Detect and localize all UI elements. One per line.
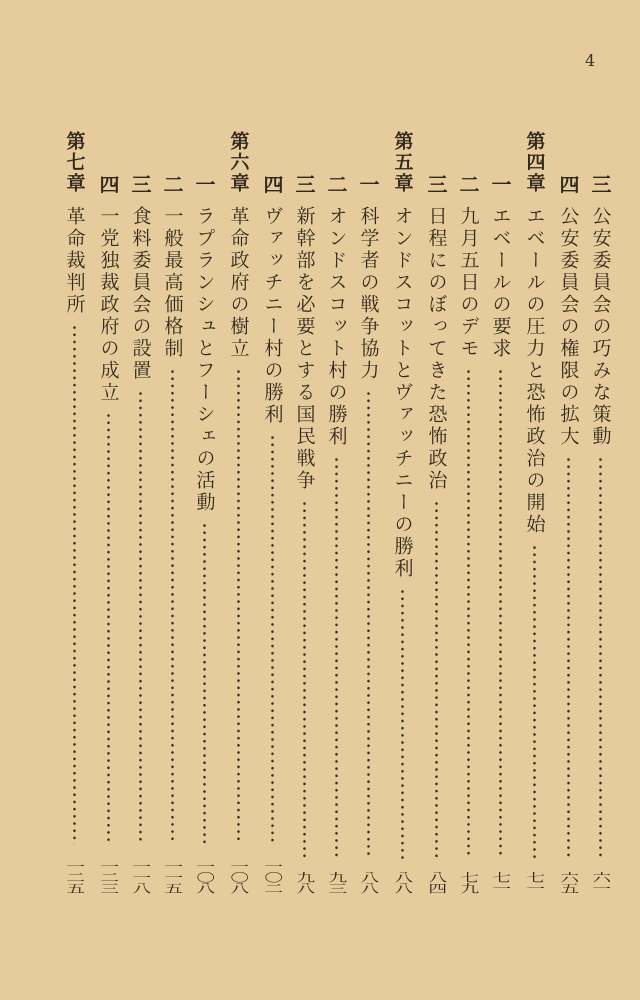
toc-entry-label: 第七章 — [63, 131, 86, 194]
toc-entry-page-number: 七九 — [457, 871, 480, 894]
toc-entry-title: 日程にのぼってきた恐怖政治 — [425, 206, 448, 492]
toc-entry-label-area — [98, 128, 118, 194]
toc-entry-title: エベールの圧力と恐怖政治の開始 — [523, 206, 546, 536]
toc-entry-page-number: 六五 — [557, 871, 580, 894]
toc-entry — [129, 128, 151, 894]
toc-entry-label: 一 — [192, 174, 216, 194]
dotted-leader — [599, 456, 602, 859]
toc-entry-label: 第五章 — [391, 131, 414, 194]
toc-entry-page-number: 六一 — [589, 871, 612, 894]
toc-entry-label-area — [130, 128, 150, 194]
dotted-leader — [171, 368, 174, 844]
dotted-leader — [271, 434, 274, 844]
toc-entry-label-area — [194, 128, 214, 194]
toc-entry-label-area — [426, 128, 446, 194]
toc-entry-title: ラプランシュとフーシェの活動 — [193, 206, 216, 514]
toc-entry-page-number: 一〇八 — [227, 860, 250, 894]
toc-entry — [193, 128, 215, 894]
toc-entry-title: 一党独裁政府の成立 — [97, 206, 120, 404]
toc-entry-page-number: 七一 — [489, 871, 512, 894]
toc-entry-title: エベールの要求 — [489, 206, 512, 360]
toc-entry-page-number: 九八 — [293, 871, 316, 894]
toc-entry-label-area — [358, 128, 378, 194]
toc-entry — [227, 128, 249, 894]
toc-entry-label: 三 — [292, 174, 316, 194]
toc-entry-label: 二 — [160, 174, 184, 194]
toc-entry-page-number: 八四 — [425, 871, 448, 894]
toc-entry-label-area — [458, 128, 478, 194]
toc-entry-label: 二 — [456, 174, 480, 194]
dotted-leader — [367, 390, 370, 859]
table-of-contents — [56, 128, 616, 894]
dotted-leader — [467, 368, 470, 859]
toc-entry — [523, 128, 545, 894]
toc-entry-label: 四 — [556, 174, 580, 194]
toc-entry-title: 一般最高価格制 — [161, 206, 184, 360]
toc-entry-label-area — [525, 128, 544, 194]
dotted-leader — [401, 588, 404, 859]
toc-entry-title: オンドスコット村の勝利 — [325, 206, 348, 448]
toc-entry-label: 一 — [356, 174, 380, 194]
toc-entry-label: 一 — [488, 174, 512, 194]
toc-entry-label-area — [590, 128, 610, 194]
toc-entry-label: 三 — [424, 174, 448, 194]
dotted-leader — [139, 390, 142, 844]
toc-entry-label-area — [65, 128, 84, 194]
toc-entry-title: 食料委員会の設置 — [129, 206, 152, 382]
toc-entry-title: 革命政府の樹立 — [227, 206, 250, 360]
toc-entry-label: 第四章 — [523, 131, 546, 194]
toc-entry-page-number: 一〇二 — [261, 860, 284, 894]
dotted-leader — [237, 368, 240, 844]
dotted-leader — [335, 456, 338, 859]
toc-entry-page-number: 八八 — [357, 871, 380, 894]
toc-entry-title: 公安委員会の権限の拡大 — [557, 206, 580, 448]
toc-entry-page-number: 七一 — [523, 871, 546, 894]
toc-entry-label: 二 — [324, 174, 348, 194]
toc-entry-label: 三 — [128, 174, 152, 194]
toc-entry — [325, 128, 347, 894]
toc-entry — [557, 128, 579, 894]
toc-entry-label-area — [326, 128, 346, 194]
toc-entry-title: 公安委員会の巧みな策動 — [589, 206, 612, 448]
toc-entry — [425, 128, 447, 894]
toc-entry-label-area — [558, 128, 578, 194]
toc-entry-page-number: 九三 — [325, 871, 348, 894]
toc-entry — [97, 128, 119, 894]
toc-entry — [589, 128, 611, 894]
toc-entry-label: 三 — [588, 174, 612, 194]
toc-entry-label-area — [294, 128, 314, 194]
toc-entry — [293, 128, 315, 894]
dotted-leader — [107, 412, 110, 844]
toc-entry — [391, 128, 413, 894]
toc-entry-page-number: 八八 — [391, 871, 414, 894]
toc-entry-title: ヴァッチニー村の勝利 — [261, 206, 284, 426]
toc-entry-title: 科学者の戦争協力 — [357, 206, 380, 382]
toc-entry-label-area — [162, 128, 182, 194]
toc-entry-page-number: 一一八 — [129, 860, 152, 894]
toc-entry — [357, 128, 379, 894]
dotted-leader — [499, 368, 502, 859]
toc-entry-page-number: 一一五 — [161, 860, 184, 894]
toc-entry-page-number: 一〇八 — [193, 860, 216, 894]
toc-entry-title: 新幹部を必要とする国民戦争 — [293, 206, 316, 492]
toc-entry-label: 第六章 — [227, 131, 250, 194]
toc-entry-label: 四 — [260, 174, 284, 194]
toc-entry-label-area — [490, 128, 510, 194]
dotted-leader — [303, 500, 306, 859]
dotted-leader — [567, 456, 570, 859]
toc-entry-page-number: 一二五 — [63, 860, 86, 894]
toc-entry-page-number: 一二三 — [97, 860, 120, 894]
dotted-leader — [435, 500, 438, 859]
toc-entry — [63, 128, 85, 894]
toc-entry-label: 四 — [96, 174, 120, 194]
toc-entry — [457, 128, 479, 894]
dotted-leader — [73, 324, 76, 844]
toc-entry — [261, 128, 283, 894]
toc-entry-label-area — [229, 128, 248, 194]
toc-entry-title: 九月五日のデモ — [457, 206, 480, 360]
page-folio-number: 4 — [585, 51, 596, 70]
toc-entry-title: オンドスコットとヴァッチニーの勝利 — [391, 206, 414, 580]
dotted-leader — [533, 544, 536, 859]
toc-entry-label-area — [393, 128, 412, 194]
toc-entry-title: 革命裁判所 — [63, 206, 86, 316]
toc-entry — [489, 128, 511, 894]
toc-entry — [161, 128, 183, 894]
dotted-leader — [203, 522, 206, 844]
toc-entry-label-area — [262, 128, 282, 194]
